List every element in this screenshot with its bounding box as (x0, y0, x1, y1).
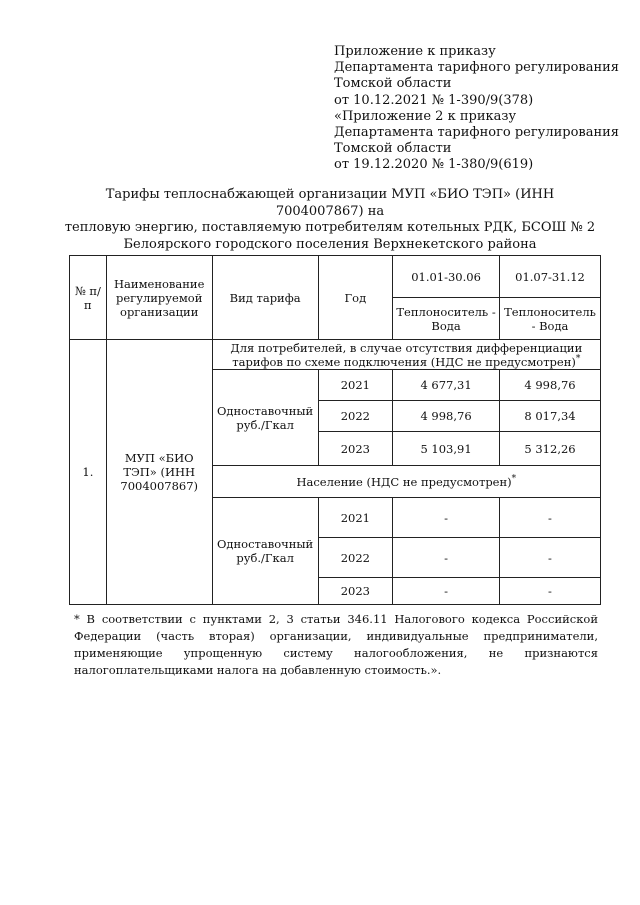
section-label-text: Население (НДС не предусмотрен) (296, 474, 512, 489)
attachment-line: Департамента тарифного регулирования (334, 125, 619, 141)
footnote-mark: * (575, 353, 581, 364)
attachment-line: Томской области (334, 141, 452, 157)
year-cell: 2021 (318, 498, 393, 538)
header-tariff-type: Вид тарифа (212, 256, 318, 340)
value-cell: 5 312,26 (500, 432, 601, 466)
title-line: тепловую энергию, поставляемую потребителям котельных РДК, БСОШ № 2 (64, 220, 596, 235)
section-label (212, 466, 600, 498)
section-label-text: Для потребителей, в случае отсутствия дифференциации тарифов по схеме подключения (НДС не предусмотрен) (230, 340, 583, 369)
value-cell: 5 103,91 (393, 432, 500, 466)
footnote: * В соответствии с пунктами 2, 3 статьи 346.11 Налогового кодекса Российской Федерации (часть вторая) организации, индивидуальные предприниматели, применяющие упрощенную систему налогообложения, не признаются налогоплательщиками налога на добавленную стоимость.». (74, 612, 598, 677)
header-carrier-2: Теплоноситель - Вода (500, 298, 601, 340)
value-cell: 4 677,31 (393, 370, 500, 401)
header-num: № п/п (70, 256, 107, 340)
year-cell: 2023 (318, 578, 393, 605)
value-cell: - (500, 578, 601, 605)
value-cell: - (500, 498, 601, 538)
attachment-line: от 10.12.2021 № 1-390/9(378) (334, 92, 534, 108)
value-cell: 8 017,34 (500, 401, 601, 432)
attachment-header (334, 44, 624, 174)
title-line: Тарифы теплоснабжающей организации МУП «БИО ТЭП» (ИНН 7004007867) на (105, 187, 555, 219)
organization-name: МУП «БИО ТЭП» (ИНН 7004007867) (106, 340, 212, 605)
value-cell: - (393, 578, 500, 605)
header-carrier-1: Теплоноситель - Вода (393, 298, 500, 340)
year-cell: 2021 (318, 370, 393, 401)
tariff-table (69, 255, 601, 605)
value-cell: 4 998,76 (500, 370, 601, 401)
header-period-1: 01.01-30.06 (393, 256, 500, 298)
attachment-line: от 19.12.2020 № 1-380/9(619) (334, 157, 534, 173)
year-cell: 2022 (318, 401, 393, 432)
attachment-line: Приложение к приказу (334, 44, 496, 59)
section-label (212, 340, 600, 370)
document-title (60, 187, 600, 253)
value-cell: - (500, 538, 601, 578)
footnote-mark: * (511, 473, 517, 484)
value-cell: 4 998,76 (393, 401, 500, 432)
value-cell: - (393, 538, 500, 578)
header-year: Год (318, 256, 393, 340)
title-line: Белоярского городского поселения Верхнекетского района (123, 236, 537, 252)
row-number: 1. (70, 340, 107, 605)
attachment-line: «Приложение 2 к приказу (334, 108, 517, 124)
value-cell: - (393, 498, 500, 538)
header-period-2: 01.07-31.12 (500, 256, 601, 298)
tariff-type-cell: Одноставочный руб./Гкал (212, 370, 318, 466)
attachment-line: Томской области (334, 76, 452, 92)
year-cell: 2022 (318, 538, 393, 578)
header-org: Наименование регулируемой организации (106, 256, 212, 340)
tariff-type-cell: Одноставочный руб./Гкал (212, 498, 318, 605)
attachment-line: Департамента тарифного регулирования (334, 60, 619, 76)
year-cell: 2023 (318, 432, 393, 466)
